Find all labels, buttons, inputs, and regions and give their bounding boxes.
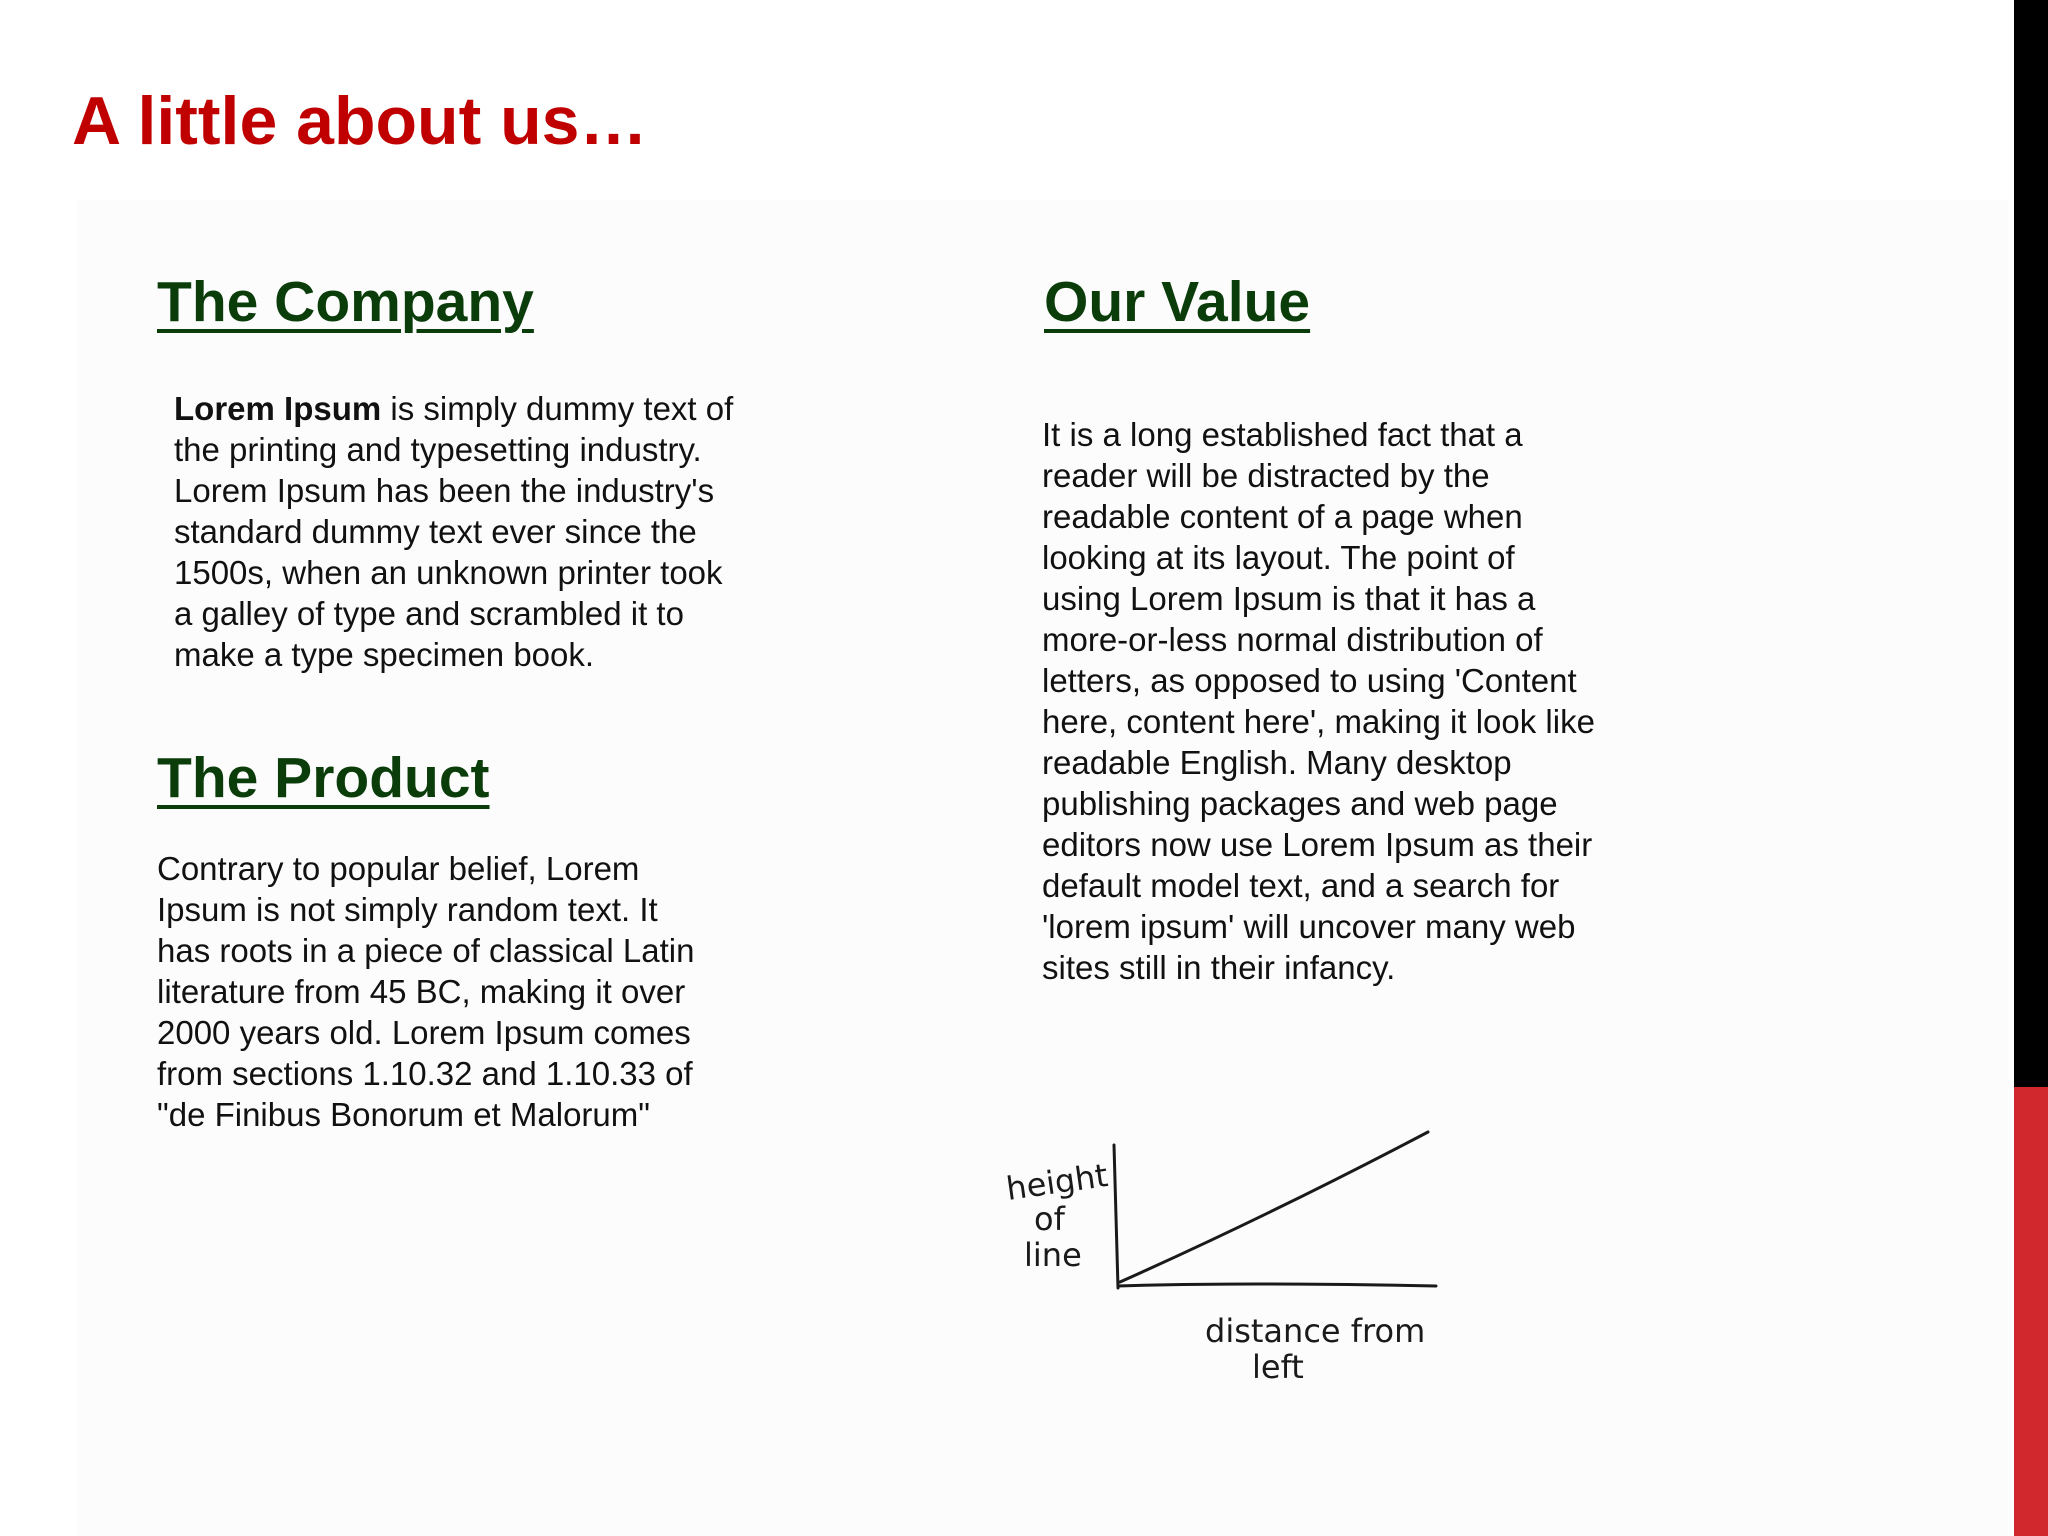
product-paragraph: Contrary to popular belief, Lorem Ipsum is not simply random text. It has roots in a piece of classical Latin literature from 45 BC, making it over 2000 years old. Lorem Ipsum comes from sections 1.10.32 and 1.10.33 of "de Finibus Bonorum et Malorum" [157,850,695,1133]
value-paragraph: It is a long established fact that a reader will be distracted by the readable content of a page when looking at its layout. The point of using Lorem Ipsum is that it has a more-or-less normal distribution of letters, as opposed to using 'Content here, content here', making it look like readable English. Many desktop publishing packages and web page editors now use Lorem Ipsum as their default model text, and a search for 'lorem ipsum' will uncover many web sites still in their infancy. [1042,416,1595,986]
sketch-y-axis [1114,1145,1118,1288]
side-accent-bar-black [2014,0,2048,1087]
side-accent-bar-red [2014,1087,2048,1536]
company-text: is simply dummy text of the printing and typesetting industry. Lorem Ipsum has been the industry's standard dummy text ever since the 1500s, when an unknown printer took a galley of type and scrambled it to make a type specimen book. [174,390,734,673]
hand-drawn-line-sketch [1000,1120,1460,1400]
company-paragraph [174,388,734,675]
slide-title: A little about us… [72,83,648,159]
sketch-y-label-line-2: of [1034,1200,1065,1238]
sketch-x-label-line-2: left [1252,1348,1304,1386]
sketch-y-label-line-1: height [1003,1156,1111,1208]
company-lead-bold: Lorem Ipsum [174,390,382,427]
company-heading: The Company [157,270,534,334]
sketch-x-axis [1118,1284,1436,1286]
sketch-x-label-line-1: distance from [1205,1312,1426,1350]
value-heading: Our Value [1044,270,1311,334]
product-heading: The Product [157,746,490,810]
sketch-rising-line [1120,1132,1428,1282]
sketch-y-label-line-3: line [1024,1236,1082,1274]
